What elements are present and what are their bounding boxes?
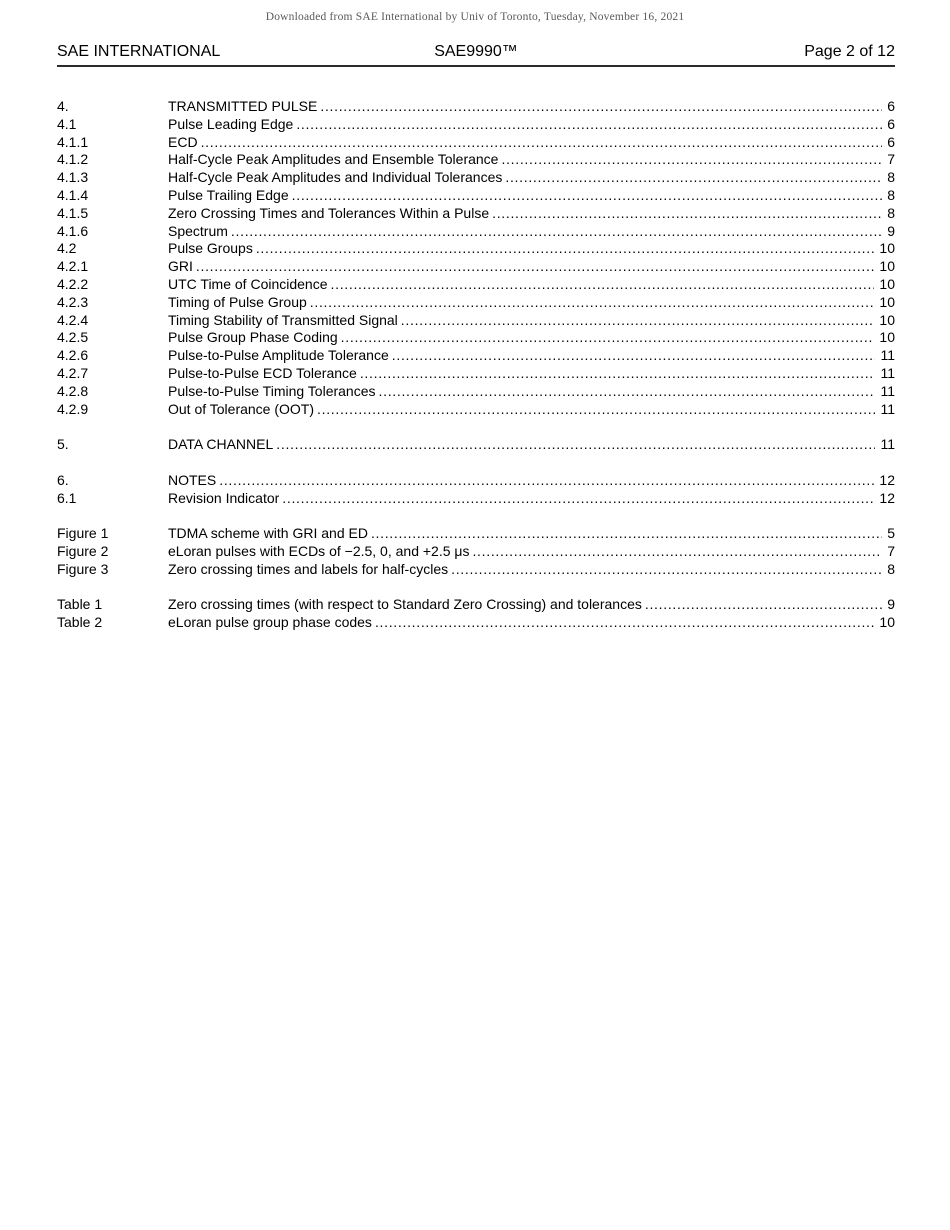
toc-entry-title: Pulse-to-Pulse ECD Tolerance: [168, 364, 357, 381]
toc-entry-label: Table 2: [57, 614, 103, 631]
toc-entry-label: Figure 2: [57, 542, 109, 559]
toc-entry[interactable]: [57, 98, 895, 116]
toc-entry-title: Timing of Pulse Group: [168, 293, 307, 310]
toc-entry-label: 4.2.7: [57, 364, 89, 381]
toc-entry-label: 4.2.8: [57, 382, 89, 399]
toc-entry-page: 10: [879, 240, 895, 257]
toc-leader-dots: [253, 240, 875, 258]
toc-entry-label: 4.2.2: [57, 275, 89, 292]
toc-entry-title: Half-Cycle Peak Amplitudes and Ensemble Tolerance: [168, 151, 499, 168]
toc-entry-label: 4.: [57, 98, 69, 114]
toc-leader-dots: [448, 561, 882, 579]
toc-entry-title: DATA CHANNEL: [168, 436, 274, 453]
toc-entry[interactable]: [57, 490, 895, 508]
header-organization: SAE INTERNATIONAL: [57, 43, 221, 60]
toc-entry[interactable]: [57, 258, 895, 276]
toc-group-section-4: [57, 98, 895, 418]
toc-entry[interactable]: [57, 614, 895, 632]
toc-entry-title: Zero Crossing Times and Tolerances Within a Pulse: [168, 204, 490, 221]
toc-entry-title: Spectrum: [168, 222, 228, 239]
toc-entry-page: 7: [887, 151, 895, 168]
toc-leader-dots: [469, 543, 882, 561]
toc-leader-dots: [489, 205, 882, 223]
toc-entry-page: 9: [887, 596, 895, 613]
toc-entry-label: 4.2: [57, 240, 77, 257]
toc-entry-label: 6.1: [57, 489, 77, 506]
toc-leader-dots: [279, 490, 874, 508]
toc-entry-title: Pulse Leading Edge: [168, 115, 294, 132]
toc-entry[interactable]: [57, 365, 895, 383]
toc-entry-label: 5.: [57, 436, 69, 453]
toc-entry-page: 11: [880, 364, 895, 381]
toc-entry-label: 4.1.2: [57, 151, 89, 168]
toc-leader-dots: [198, 134, 883, 152]
toc-entry-title: UTC Time of Coincidence: [168, 275, 328, 292]
toc-entry-label: 4.2.4: [57, 311, 89, 328]
toc-entry[interactable]: [57, 169, 895, 187]
toc-leader-dots: [368, 525, 882, 543]
toc-entry-page: 9: [887, 222, 895, 239]
toc-entry-title: GRI: [168, 258, 193, 275]
toc-entry-page: 8: [887, 204, 895, 221]
toc-entry-title: Pulse Trailing Edge: [168, 186, 289, 203]
toc-entry-page: 10: [879, 329, 895, 346]
toc-entry[interactable]: [57, 134, 895, 152]
toc-entry-label: Figure 1: [57, 525, 109, 542]
toc-entry-title: Revision Indicator: [168, 489, 280, 506]
toc-entry[interactable]: [57, 294, 895, 312]
table-of-contents: [57, 98, 895, 632]
toc-entry[interactable]: [57, 383, 895, 401]
toc-entry-label: 4.1.5: [57, 204, 89, 221]
toc-entry[interactable]: [57, 525, 895, 543]
page-header: [57, 42, 895, 67]
toc-entry-label: Table 1: [57, 596, 103, 613]
toc-entry-label: 4.2.3: [57, 293, 89, 310]
toc-leader-dots: [307, 294, 875, 312]
toc-leader-dots: [328, 276, 875, 294]
toc-entry-title: NOTES: [168, 471, 217, 488]
toc-entry-label: 4.2.9: [57, 400, 89, 417]
toc-entry-label: 4.1.1: [57, 133, 89, 150]
toc-leader-dots: [642, 596, 882, 614]
toc-entry[interactable]: [57, 312, 895, 330]
toc-leader-dots: [193, 258, 875, 276]
toc-entry[interactable]: [57, 116, 895, 134]
toc-leader-dots: [228, 223, 882, 241]
toc-entry-page: 5: [887, 525, 895, 542]
toc-entry-page: 10: [879, 258, 895, 275]
toc-leader-dots: [372, 614, 874, 632]
toc-entry-label: 4.1.6: [57, 222, 89, 239]
toc-entry-title: Pulse-to-Pulse Timing Tolerances: [168, 382, 376, 399]
toc-entry-title: Out of Tolerance (OOT): [168, 400, 315, 417]
download-notice: Downloaded from SAE International by Univ of Toronto, Tuesday, November 16, 2021: [265, 11, 685, 23]
toc-leader-dots: [376, 383, 876, 401]
toc-entry-title: ECD: [168, 133, 198, 150]
toc-entry-title: Pulse Group Phase Coding: [168, 329, 338, 346]
toc-entry[interactable]: [57, 151, 895, 169]
toc-entry-page: 8: [887, 169, 895, 186]
toc-entry-title: Timing Stability of Transmitted Signal: [168, 311, 398, 328]
toc-entry[interactable]: [57, 543, 895, 561]
toc-entry[interactable]: [57, 436, 895, 454]
toc-entry-page: 6: [887, 115, 895, 132]
toc-entry-title: Pulse Groups: [168, 240, 253, 257]
toc-entry-page: 10: [879, 614, 895, 631]
toc-entry-title: eLoran pulses with ECDs of −2.5, 0, and +2.5 μs: [168, 542, 470, 559]
toc-leader-dots: [498, 151, 882, 169]
toc-entry-title: Zero crossing times and labels for half-cycles: [168, 560, 449, 577]
toc-entry-page: 8: [887, 186, 895, 203]
toc-entry[interactable]: [57, 347, 895, 365]
page-indicator: Page 2 of 12: [804, 43, 895, 60]
toc-leader-dots: [293, 116, 882, 134]
toc-entry[interactable]: [57, 240, 895, 258]
toc-leader-dots: [273, 436, 875, 454]
toc-entry-label: 4.2.6: [57, 347, 89, 364]
toc-group-tables: [57, 596, 895, 632]
toc-entry-page: 6: [887, 98, 895, 114]
toc-entry[interactable]: [57, 276, 895, 294]
toc-entry-label: 4.1.3: [57, 169, 89, 186]
document-title: SAE9990™: [434, 43, 518, 60]
toc-entry-page: 10: [879, 275, 895, 292]
toc-leader-dots: [502, 169, 882, 187]
toc-leader-dots: [289, 187, 883, 205]
toc-entry-label: 4.2.1: [57, 258, 89, 275]
toc-entry-title: TDMA scheme with GRI and ED: [168, 525, 368, 542]
toc-entry[interactable]: [57, 472, 895, 490]
toc-entry-page: 11: [880, 400, 895, 417]
toc-group-figures: [57, 525, 895, 578]
toc-entry[interactable]: [57, 401, 895, 419]
toc-entry-page: 12: [879, 471, 895, 488]
toc-entry-title: Half-Cycle Peak Amplitudes and Individual Tolerances: [168, 169, 503, 186]
toc-entry-page: 10: [879, 293, 895, 310]
toc-group-section-5: [57, 436, 895, 454]
toc-group-section-6: [57, 472, 895, 508]
toc-entry-title: Pulse-to-Pulse Amplitude Tolerance: [168, 347, 389, 364]
toc-entry-label: 4.2.5: [57, 329, 89, 346]
toc-entry-label: 6.: [57, 471, 69, 488]
toc-entry-page: 7: [887, 542, 895, 559]
toc-leader-dots: [389, 347, 876, 365]
toc-entry-page: 10: [879, 311, 895, 328]
toc-entry[interactable]: [57, 329, 895, 347]
toc-leader-dots: [314, 401, 875, 419]
toc-leader-dots: [357, 365, 876, 383]
toc-entry-label: 4.1: [57, 115, 77, 132]
toc-entry-label: Figure 3: [57, 560, 109, 577]
toc-entry[interactable]: [57, 205, 895, 223]
toc-entry-page: 12: [879, 489, 895, 506]
toc-entry[interactable]: [57, 223, 895, 241]
toc-entry-page: 11: [880, 347, 895, 364]
toc-entry-title: TRANSMITTED PULSE: [168, 98, 318, 114]
toc-entry[interactable]: [57, 187, 895, 205]
toc-entry[interactable]: [57, 561, 895, 579]
toc-entry-page: 11: [880, 436, 895, 453]
toc-entry-label: 4.1.4: [57, 186, 89, 203]
toc-entry-title: Zero crossing times (with respect to Standard Zero Crossing) and tolerances: [168, 596, 642, 613]
toc-leader-dots: [338, 329, 875, 347]
toc-leader-dots: [216, 472, 874, 490]
toc-entry-title: eLoran pulse group phase codes: [168, 614, 372, 631]
toc-leader-dots: [317, 98, 882, 116]
toc-entry[interactable]: [57, 596, 895, 614]
toc-entry-page: 11: [880, 382, 895, 399]
toc-entry-page: 6: [887, 133, 895, 150]
toc-leader-dots: [398, 312, 875, 330]
toc-entry-page: 8: [887, 560, 895, 577]
